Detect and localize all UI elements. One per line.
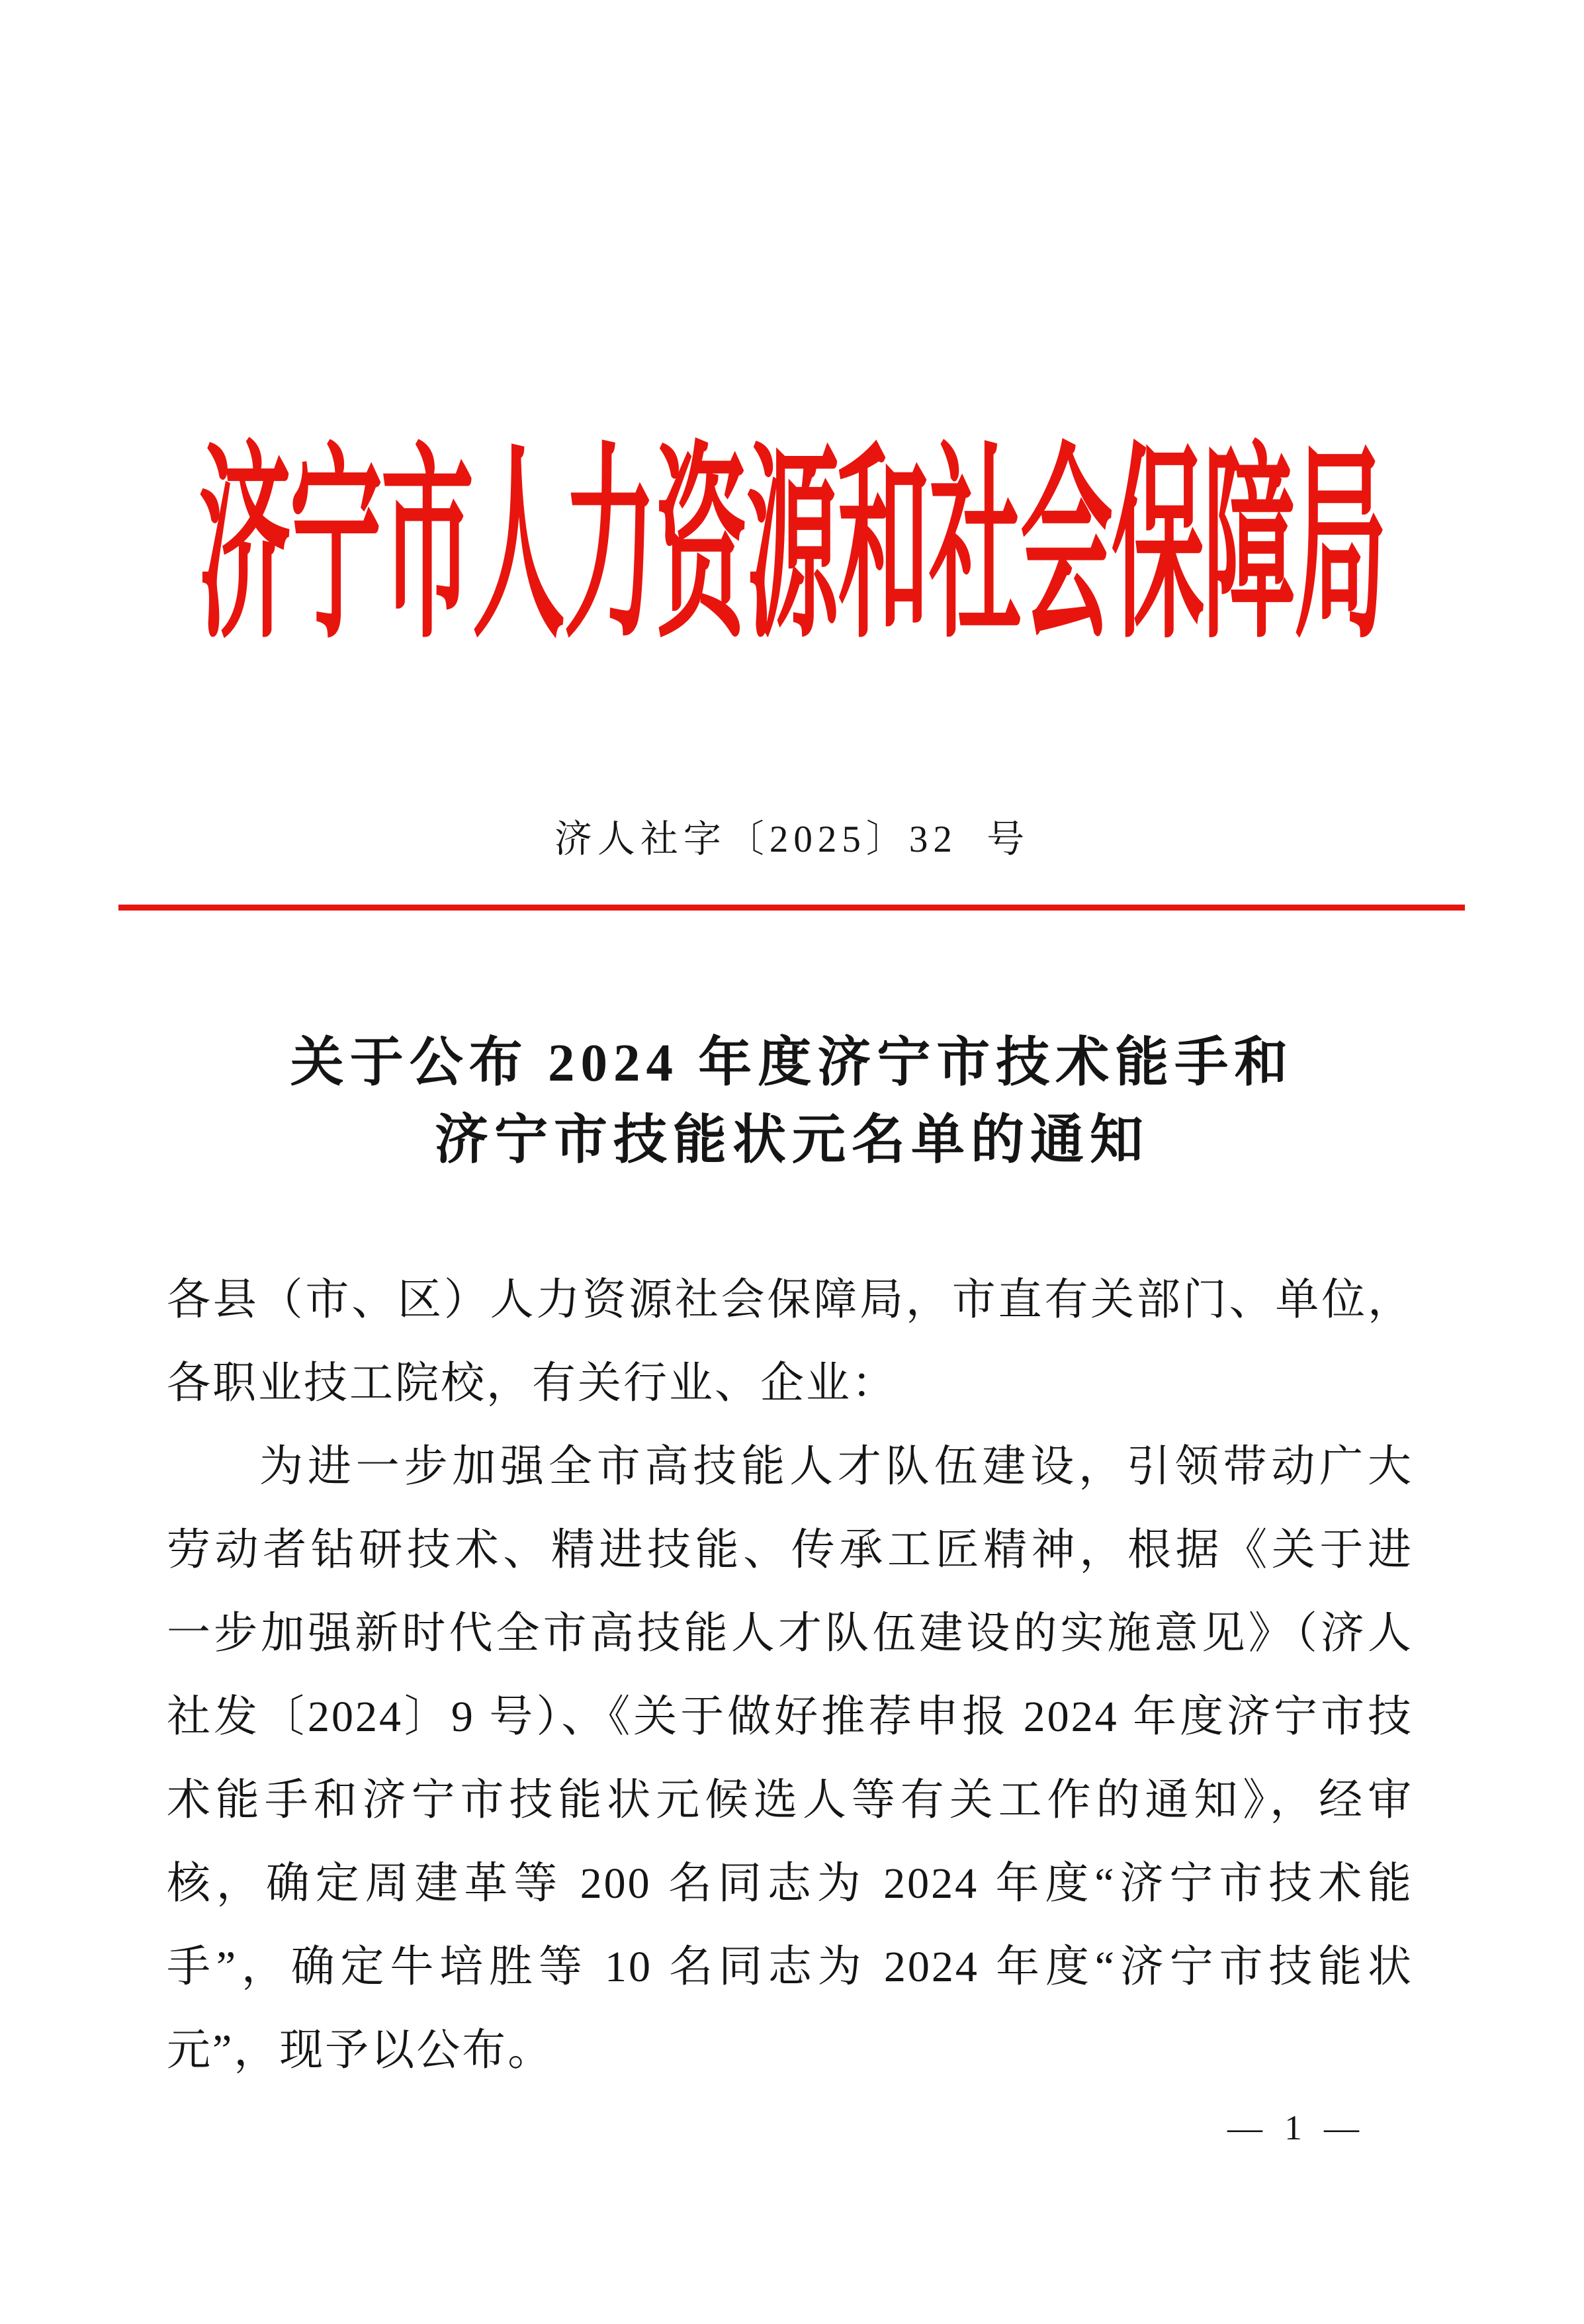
notice-body (167, 1259, 1413, 2092)
body-line: 一步加强新时代全市高技能人才队伍建设的实施意见》（济人 (167, 1609, 1413, 1658)
body-line: 术能手和济宁市技能状元候选人等有关工作的通知》，经审 (167, 1776, 1413, 1824)
body-line: 手”，确定牛培胜等 10 名同志为 2024 年度“济宁市技能状 (167, 1943, 1413, 1991)
body-line: 各职业技工院校，有关行业、企业： (167, 1359, 897, 1408)
body-line: 为进一步加强全市高技能人才队伍建设，引领带动广大 (259, 1443, 1413, 1491)
document-reference-number: 济人社字〔2025〕32 号 (554, 819, 1030, 860)
page-number: — 1 — (1227, 2109, 1366, 2147)
agency-masthead-text: 济宁市人力资源和社会保障局 (198, 433, 1386, 664)
body-line: 社发〔2024〕9 号）、《关于做好推荐申报 2024 年度济宁市技 (167, 1693, 1413, 1741)
notice-title-line-2: 济宁市技能状元名单的通知 (434, 1110, 1149, 1170)
body-line: 劳动者钻研技术、精进技能、传承工匠精神，根据《关于进 (167, 1526, 1413, 1574)
notice-title-line-1: 关于公布 2024 年度济宁市技术能手和 (290, 1033, 1294, 1093)
body-line: 核，确定周建革等 200 名同志为 2024 年度“济宁市技术能 (167, 1859, 1413, 1908)
notice-title (0, 1024, 1584, 1179)
red-divider-rule (118, 905, 1465, 911)
body-line: 各县（市、区）人力资源社会保障局，市直有关部门、单位， (167, 1276, 1413, 1324)
body-line: 元”，现予以公布。 (167, 2026, 554, 2075)
agency-masthead (0, 433, 1584, 664)
